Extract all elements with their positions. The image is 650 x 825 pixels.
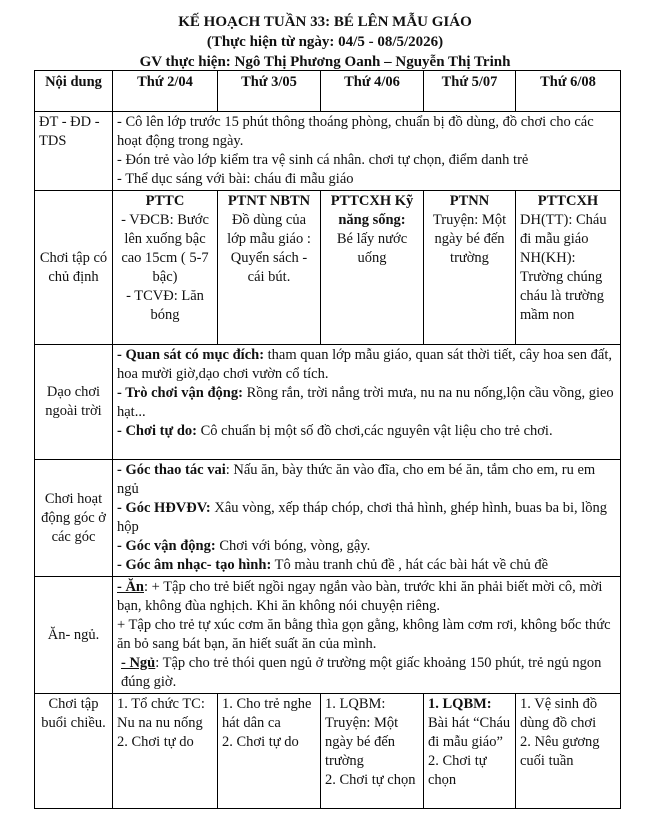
outdoor-item-text: tham quan lớp mẫu giáo, quan sát thời tiết, cây hoa sen đất, hoa mười giờ,dạo chơi vườn cổ tích.	[117, 347, 612, 382]
plan-dates: (Thực hiện từ ngày: 04/5 - 08/5/2026)	[206, 34, 444, 50]
outdoor-item-text: Rồng rắn, trời nắng trời mưa, nu na nu nống,lộn cầu vồng, gieo hạt...	[117, 385, 614, 420]
afternoon-thu-heading: 1. LQBM:	[428, 696, 492, 712]
corner-item-heading: - Góc thao tác vai	[117, 462, 226, 478]
column-header-content: Nội dung	[35, 71, 113, 112]
afternoon-mon-cell	[113, 694, 218, 809]
column-header-fri: Thứ 6/08	[516, 71, 621, 112]
plan-teachers: GV thực hiện: Ngô Thị Phương Oanh – Nguyễn Thị Trinh	[139, 54, 511, 70]
learning-tue-cell	[218, 191, 321, 345]
learning-mon-cell	[113, 191, 218, 345]
welcome-line: - Đón trẻ vào lớp kiểm tra vệ sinh cá nhân. chơi tự chọn, điểm danh trẻ	[117, 152, 529, 168]
welcome-cell	[113, 112, 621, 191]
afternoon-wed-line: 1. LQBM: Truyện: Một ngày bé đến trường	[325, 696, 399, 769]
row-label-outdoor: Dạo chơi ngoài trời	[35, 345, 113, 460]
table-row-learning	[35, 191, 621, 345]
row-label-afternoon: Chơi tập buổi chiều.	[35, 694, 113, 809]
learning-tue-title: PTNT NBTN	[227, 193, 311, 209]
learning-wed-text: Bé lấy nước uống	[336, 231, 408, 266]
column-header-tue: Thứ 3/05	[218, 71, 321, 112]
corner-item-text: Tô màu tranh chủ đề , hát các bài hát về chủ đề	[271, 557, 549, 573]
afternoon-thu-line: 2. Chơi tự chọn	[428, 753, 487, 788]
afternoon-tue-line: 2. Chơi tự do	[222, 734, 299, 750]
learning-fri-title: PTTCXH	[537, 193, 599, 209]
afternoon-thu-line: Bài hát “Cháu đi mẫu giáo”	[428, 715, 511, 750]
learning-thu-cell	[424, 191, 516, 345]
meals-cell	[113, 577, 621, 694]
learning-thu-text: Truyện: Một ngày bé đến trường	[432, 212, 507, 266]
corner-item	[117, 537, 616, 556]
corner-item	[117, 499, 616, 537]
outdoor-item-text: Cô chuẩn bị một số đồ chơi,các nguyên vật liệu cho trẻ chơi.	[196, 423, 553, 439]
learning-wed-title: PTTCXH Kỹ năng sống:	[330, 193, 414, 228]
learning-mon-line: - VĐCB: Bước lên xuống bậc cao 15cm ( 5-7 bậc)	[121, 212, 209, 285]
afternoon-tue-cell	[218, 694, 321, 809]
learning-thu-title: PTNN	[449, 193, 490, 209]
learning-wed-cell	[321, 191, 424, 345]
corner-item	[117, 461, 616, 499]
meals-eat	[117, 578, 616, 616]
corner-item-text: Chơi với bóng, vòng, gậy.	[215, 538, 371, 554]
learning-tue-text: Đồ dùng của lớp mẫu giáo : Quyển sách - cái bút.	[227, 212, 311, 285]
row-label-learning: Chơi tập có chủ định	[35, 191, 113, 345]
corner-item-heading: - Góc âm nhạc- tạo hình:	[117, 557, 272, 573]
afternoon-wed-cell	[321, 694, 424, 809]
column-header-mon: Thứ 2/04	[113, 71, 218, 112]
afternoon-fri-line: 2. Nêu gương cuối tuần	[520, 734, 600, 769]
table-row-afternoon	[35, 694, 621, 809]
learning-fri-cell	[516, 191, 621, 345]
column-header-thu: Thứ 5/07	[424, 71, 516, 112]
meals-eat-heading: - Ăn	[117, 579, 144, 595]
corner-item-text: : Nấu ăn, bày thức ăn vào đĩa, cho em bé ăn, tắm cho em, ru em ngủ	[117, 462, 596, 497]
row-label-corners: Chơi hoạt động góc ở các góc	[35, 460, 113, 577]
welcome-line: - Cô lên lớp trước 15 phút thông thoáng phòng, chuẩn bị đồ dùng, đồ chơi cho các hoạt động trong ngày.	[117, 114, 594, 149]
table-row-meals	[35, 577, 621, 694]
learning-mon-line: - TCVĐ: Lăn bóng	[126, 288, 204, 323]
afternoon-mon-line: 1. Tổ chức TC: Nu na nu nống	[117, 696, 205, 731]
afternoon-tue-line: 1. Cho trẻ nghe hát dân ca	[222, 696, 312, 731]
document-header	[0, 12, 650, 72]
table-header-row	[35, 71, 621, 112]
plan-title: KẾ HOẠCH TUẦN 33: BÉ LÊN MẪU GIÁO	[178, 14, 472, 30]
table-row-outdoor	[35, 345, 621, 460]
afternoon-thu-cell	[424, 694, 516, 809]
outdoor-cell	[113, 345, 621, 460]
afternoon-fri-line: 1. Vệ sinh đồ dùng đồ chơi	[520, 696, 598, 731]
meals-sleep-text: : Tập cho trẻ thói quen ngủ ở trường một giấc khoảng 150 phút, trẻ ngủ ngon đúng giờ.	[121, 655, 602, 690]
row-label-meals: Ăn- ngủ.	[35, 577, 113, 694]
table-row-corners	[35, 460, 621, 577]
welcome-line: - Thể dục sáng với bài: cháu đi mẫu giáo	[117, 171, 354, 187]
learning-mon-title: PTTC	[145, 193, 185, 209]
afternoon-mon-line: 2. Chơi tự do	[117, 734, 194, 750]
corners-cell	[113, 460, 621, 577]
outdoor-item	[117, 384, 616, 422]
row-label-welcome: ĐT - ĐD - TDS	[35, 112, 113, 191]
corner-item-heading: - Góc vận động:	[117, 538, 216, 554]
outdoor-item	[117, 422, 616, 441]
meals-sleep	[117, 654, 616, 692]
corner-item	[117, 556, 616, 575]
corner-item-text: Xâu vòng, xếp tháp chóp, chơi thả hình, ghép hình, buas ba bi, lồng hộp	[117, 500, 607, 535]
weekly-plan-table	[34, 70, 621, 809]
meals-eat-second: + Tập cho trẻ tự xúc cơm ăn bằng thìa gọn gằng, không làm cơm rơi, không bốc thức ăn bỏ sang bát bạn, ăn hiết suất ăn của mình.	[117, 617, 611, 652]
outdoor-item-heading: - Quan sát có mục đích:	[117, 347, 265, 363]
meals-sleep-heading: - Ngủ	[121, 655, 156, 671]
corner-item-heading: - Góc HĐVĐV:	[117, 500, 211, 516]
afternoon-fri-cell	[516, 694, 621, 809]
column-header-wed: Thứ 4/06	[321, 71, 424, 112]
outdoor-item-heading: - Trò chơi vận động:	[117, 385, 243, 401]
learning-fri-text: DH(TT): Cháu đi mẫu giáo NH(KH): Trường chúng cháu là trường mầm non	[520, 212, 607, 323]
meals-eat-text: : + Tập cho trẻ biết ngồi ngay ngắn vào bàn, trước khi ăn phải biết mời cô, mời bạn, không đùa nghịch. Khi ăn không nói chuyện riêng.	[117, 579, 603, 614]
outdoor-item	[117, 346, 616, 384]
afternoon-wed-line: 2. Chơi tự chọn	[325, 772, 416, 788]
outdoor-item-heading: - Chơi tự do:	[117, 423, 197, 439]
table-row-welcome	[35, 112, 621, 191]
